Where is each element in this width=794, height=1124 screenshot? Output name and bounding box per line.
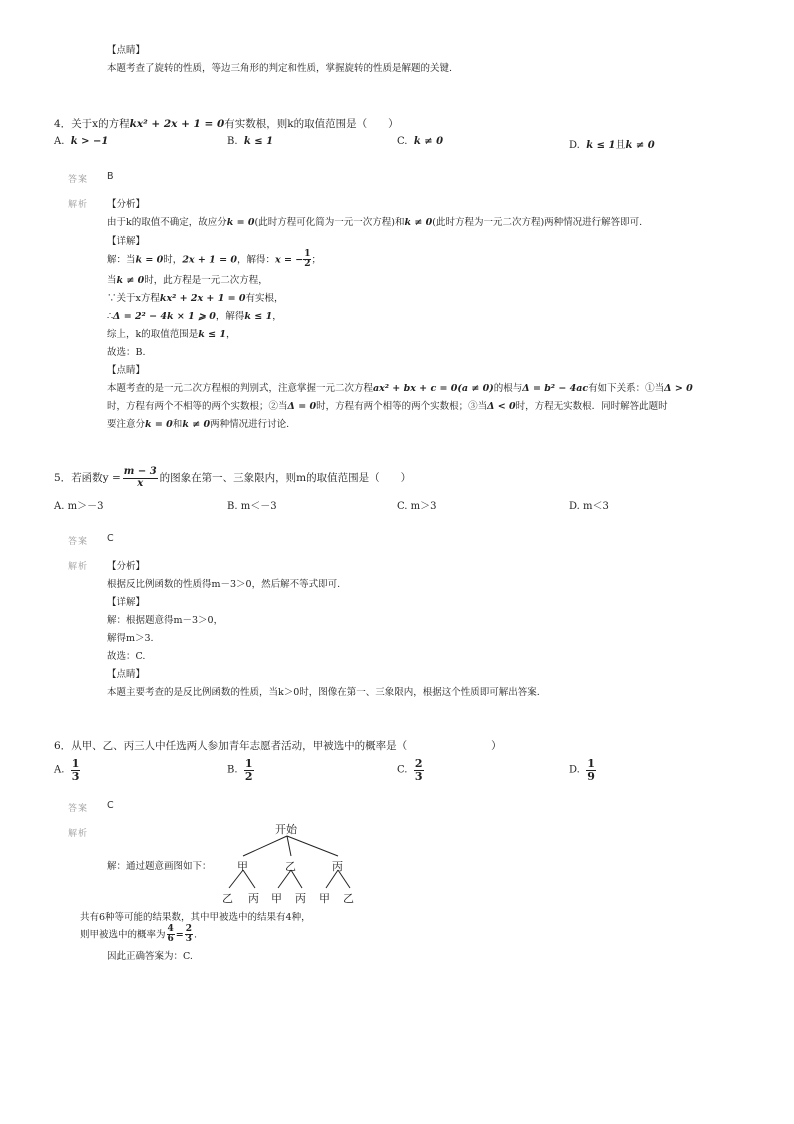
- q4-solution-line-1: 解：当k = 0时，2x + 1 = 0，解得：x = − $\frac{1}{2}$ ；: [107, 249, 321, 270]
- q6-option-b: B. $\frac{1}{2}$: [227, 757, 253, 783]
- q4-option-c: C. k ≠ 0: [397, 136, 444, 147]
- q5-fenxi-tag: 【分析】: [107, 561, 146, 572]
- q4-stem-post: 有实数根，则k的取值范围是（ ）: [224, 118, 399, 130]
- q6-solution-line-2: 则甲被选中的概率为 $\frac{4}{6}$ = $\frac{2}{3}$ .: [80, 924, 198, 945]
- q6-option-c: C. $\frac{2}{3}$: [397, 757, 423, 783]
- tree-level1-node: 乙: [285, 860, 296, 873]
- q6-tree-intro: 解：通过题意画图如下：: [107, 861, 212, 872]
- q6-answer-label: 答案: [68, 804, 89, 814]
- q4-dianjing-line-1: 本题考查的是一元二次方程根的判别式，注意掌握一元二次方程ax² + bx + c = 0(a ≠ 0)的根与Δ = b² − 4ac有如下关系：①当Δ > 0: [107, 383, 693, 394]
- q6-stem-text: 从甲、乙、丙三人中任选两人参加青年志愿者活动，甲被选中的概率是（ ）: [71, 740, 502, 752]
- q4-dianjing-line-2: 时，方程有两个不相等的两个实数根；②当Δ = 0时，方程有两个相等的两个实数根；③当Δ < 0时，方程无实数根．同时解答此题时: [107, 401, 668, 412]
- tree-edge-root-3: [287, 836, 338, 856]
- tree-level2-node: 丙: [295, 892, 306, 905]
- q5-xiangjie-tag: 【详解】: [107, 597, 146, 608]
- q6-solution-line-1: 共有6种等可能的结果数，其中甲被选中的结果有4种，: [80, 912, 311, 923]
- q5-option-d: D. m＜3: [569, 501, 609, 512]
- q4-dianjing-tag: 【点睛】: [107, 365, 146, 376]
- tree-level2-node: 甲: [319, 892, 330, 905]
- q4-analysis-label: 解析: [68, 200, 89, 210]
- q5-analysis-label: 解析: [68, 562, 89, 572]
- q6-solution-line-3: 因此正确答案为：C.: [107, 951, 193, 962]
- q5-answer-value: C: [107, 533, 114, 544]
- q4-fenxi-text: 由于k的取值不确定，故应分k = 0(此时方程可化简为一元一次方程)和k ≠ 0(此时方程为一元二次方程)两种情况进行解答即可.: [107, 217, 643, 228]
- top-dianjing-text: 本题考查了旋转的性质，等边三角形的判定和性质，掌握旋转的性质是解题的关键.: [107, 63, 453, 74]
- q4-answer-value: B: [107, 171, 114, 182]
- q4-option-d: D. k ≤ 1且k ≠ 0: [569, 140, 655, 151]
- q4-option-b: B. k ≤ 1: [227, 136, 274, 147]
- q4-solution-line-5: 综上，k的取值范围是k ≤ 1，: [107, 329, 236, 340]
- tree-level2-node: 甲: [271, 892, 282, 905]
- tree-edge-root-2: [287, 836, 291, 856]
- q5-fenxi-text: 根据反比例函数的性质得m－3＞0，然后解不等式即可.: [107, 579, 341, 590]
- q6-number: 6．: [54, 740, 72, 752]
- q4-dianjing-line-3: 要注意分k = 0和k ≠ 0两种情况进行讨论.: [107, 419, 290, 430]
- q5-option-a: A. m＞－3: [54, 501, 104, 512]
- q5-option-b: B. m＜－3: [227, 501, 277, 512]
- q4-equation: kx² + 2x + 1 = 0: [129, 118, 225, 130]
- q5-option-c: C. m＞3: [397, 501, 437, 512]
- q5-solution-line-3: 故选：C.: [107, 651, 146, 662]
- q5-number: 5．: [54, 472, 72, 484]
- q4-option-a: A. k > −1: [54, 136, 109, 147]
- q4-number: 4．: [54, 118, 72, 130]
- tree-level1-node: 甲: [237, 860, 248, 873]
- tree-level1-node: 丙: [332, 860, 343, 873]
- tree-root: 开始: [275, 823, 297, 836]
- q4-solution-line-4: ∴Δ = 2² − 4k × 1 ⩾ 0，解得k ≤ 1，: [107, 311, 282, 322]
- q5-stem-pre: 若函数y =: [71, 472, 121, 484]
- q5-stem-post: 的图象在第一、三象限内，则m的取值范围是（ ）: [159, 472, 412, 484]
- q4-solution-line-2: 当k ≠ 0时，此方程是一元二次方程，: [107, 275, 268, 286]
- q4-xiangjie-tag: 【详解】: [107, 236, 146, 247]
- q4-fenxi-tag: 【分析】: [107, 199, 146, 210]
- q6-answer-value: C: [107, 800, 114, 811]
- q5-answer-label: 答案: [68, 537, 89, 547]
- q5-fraction: $\frac{m - 3}{x}$: [123, 466, 157, 489]
- q6-option-d: D. $\frac{1}{9}$: [569, 757, 595, 783]
- q4-stem-pre: 关于x的方程: [71, 118, 130, 130]
- q5-solution-line-2: 解得m＞3.: [107, 633, 154, 644]
- q6-option-a: A. $\frac{1}{3}$: [54, 757, 80, 783]
- q4-fraction-half: $\frac{1}{2}$: [304, 249, 311, 270]
- tree-level2-node: 乙: [343, 892, 354, 905]
- q4-solution-line-3: ∵关于x方程kx² + 2x + 1 = 0有实根，: [107, 293, 284, 304]
- top-dianjing-tag: 【点睛】: [107, 45, 146, 56]
- tree-edge-root-1: [243, 836, 287, 856]
- q5-dianjing-text: 本题主要考查的是反比例函数的性质，当k＞0时，图像在第一、三象限内，根据这个性质即可解出答案.: [107, 687, 540, 698]
- q4-answer-label: 答案: [68, 175, 89, 185]
- q4-solution-line-6: 故选：B.: [107, 347, 146, 358]
- q5-dianjing-tag: 【点睛】: [107, 669, 146, 680]
- q5-solution-line-1: 解：根据题意得m－3＞0，: [107, 615, 224, 626]
- tree-level2-node: 乙: [222, 892, 233, 905]
- tree-level2-node: 丙: [248, 892, 259, 905]
- q6-analysis-label: 解析: [68, 829, 89, 839]
